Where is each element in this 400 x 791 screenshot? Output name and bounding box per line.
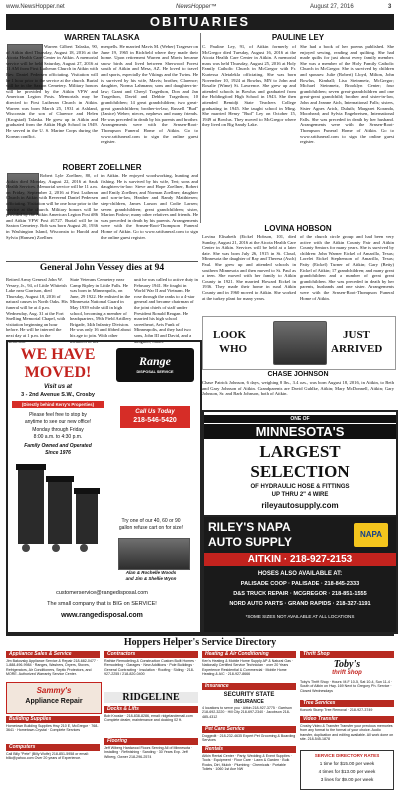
range-logo-brand: Range bbox=[138, 354, 171, 368]
cart-shape bbox=[76, 492, 98, 544]
who-label: WHO bbox=[219, 343, 248, 355]
obit-heading-robert: ROBERT ZOELLNER bbox=[62, 163, 142, 172]
rileys-napa-ad bbox=[202, 515, 398, 634]
wheel-icon bbox=[52, 544, 60, 552]
obit-heading-pauline: PAULINE LEY bbox=[271, 33, 325, 42]
rate-1: 1 time for $15.00 per week bbox=[319, 761, 375, 766]
obit-text-robert-2: in Aitkin. He enjoyed woodworking, hunting and fishing. He is survived by his wife, Teri; sons and daughters-in-law: Steve and Hope Zoellner, Robert and Emily Zoellner, and Norman Zoellner; daughter and son-in-law, Heather and Randy Matthiesen; step-children, James Larson and Codie Larsen; seven grandchildren; great grandchildren; sister, Marion Finlow; many other relatives and friends. He was preceded in death by his parents. Arrangements were with the Srnsen-Root-Thompson Funeral Home of Aitkin. Go to www.srttfuneral.com to sign the online guest register. bbox=[101, 173, 198, 240]
dir-text-flooring: Jeff Wiberg Hardwood Floors Serving All of Minnesota · Installing · Refinishing · Sanding · 30 Years Exp. Jeff Wiberg, Owner 218-296-2574 bbox=[104, 746, 193, 759]
owners-line-2: and Jim & Shellie Wynn bbox=[125, 576, 177, 581]
dir-text-petcare: Doggedit · 218-232-4635 Expert Pet Grooming & Boarding Services bbox=[202, 734, 296, 743]
dir-text-docks: Bob Knoske · 218-838-8286, email: ridgelandemail.com Complete dealer, maintenance and docking 02 ft. bbox=[104, 714, 193, 723]
obit-text-lovina-1: Lovina Elisabeth (Eickel Hobson, 101, died Sunday, August 21, 2016 at the Aicota Health Care Center in Aitkin. Services will be held at a later date. She was born July 26, 1915 in St. Cloud, Minnesota the daughter of Ray and Theresa (Asch) Paul. She grew up and attended schools in southern Minnesota and then moved to St. Paul as a teen. She moved with her family to Aitkin County in 1921. She married Howard Eickel in 1936. They made their home in rural Aitkin County and in 1960 moved to Aitkin. She worked at the turkey plant for many years. bbox=[202, 234, 296, 301]
dir-text-heating: Ken's Heating & Mobile Home Supply AP & Natural Gas · Nationally Certified Service Technician · over 20 Years Experience Residential & Commercial · Mobile Home Heating & A/C · 218-927-8666 bbox=[202, 659, 294, 677]
range-email: customerservice@rangedisposal.com bbox=[56, 590, 148, 596]
feel-free-line: Please feel free to stop by bbox=[29, 412, 87, 418]
directory-title: Hoppers Helper's Service Directory bbox=[123, 637, 277, 648]
napa-logo-text: NAPA bbox=[359, 530, 383, 539]
family-owned: Family Owned and Operated bbox=[24, 443, 92, 449]
dir-text-appliance: Jim Bakovsky Appliance Service & Repair 218-682-0477 · 1-888-496-9984 · Ranges, Washers, Dryers, Stoves, Refrigerators, Air Conditioners, Septic Protectors, and MORE. Authorized Warranty Service Center. bbox=[6, 659, 99, 677]
range-logo-sub: DISPOSAL SERVICE bbox=[136, 370, 174, 374]
birth-text-chase: Chase Patrick Johnson, 6 days, weighing 8 lbs., 3.4 ozs., was born August 18, 2016, in Aitkin, to Beth and Gary Johnson of Aitkin. Grandparents are David Guhlke, Aitkin; Mary McDonnell, Aitkin; Gary Johnson, Sr. and Barb Johnson, both of Aitkin. bbox=[202, 380, 394, 397]
selection-label: SELECTION bbox=[250, 462, 350, 481]
cart-lid bbox=[74, 488, 100, 494]
dir-head-tree: Tree Services bbox=[300, 700, 394, 707]
rate-2: 4 times for $13.00 per week bbox=[318, 769, 376, 774]
location-palisade: PALISADE COOP · PALISADE · 218-845-2333 bbox=[240, 581, 360, 587]
rileys-name-2: AUTO SUPPLY bbox=[208, 535, 293, 549]
largest-label: LARGEST bbox=[259, 442, 341, 461]
rate-3: 3 lines for $9.00 per week bbox=[320, 777, 374, 782]
cart-offer-2: gallon refuse cart on for size! bbox=[118, 525, 184, 531]
tobys-name: Toby's bbox=[333, 659, 361, 670]
dir-text-thrift: Toby's Thrift Shop · Hours: M-F 10-5, Sat 10-4, Sun 11-4 · South of Aitkin on Hwy. 169 Next to Gregory Ph. Service · Closed Wednesdays bbox=[300, 680, 393, 693]
obit-text-general-2: State Veterans Cemetery near Camp Ripley in Little Falls. He was born in Minneapolis, on June, 29 1922. He enlisted in the Minnesota National Guard in May 1939 while still in high school, becoming a member of headquarters, 59th Field Artillery Brigade, 34th Infantry Division. He was only 16 and fibbed about his age to join. With other members of his bbox=[70, 277, 132, 344]
obit-text-pauline-1: C. Pauline Ley, 91, of Aitkin formerly of McGregor died Tuesday, August 16, 2016 at the Aicota Health Care Center in Aitkin. A memorial mass was held Thursday, August 25, 2016 at Holy Family Catholic Church in McGregor with Fr. Kurtessa Aletalekla officiating. She was born November 10, 1924 at Bowlus, MN to John and Rosalie (Wime) St. Lawrence. She grew up and attended schools in Bowlus and graduated from the Holdingford High School in 1943. She then attended Bemidji State Teachers College graduating in 1945. She taught school in Ming. She married Henry "Bud" Ley on October 15, 1949 at Bowlus. They moved to McGregor where they lived on Big Sandy Lake. bbox=[202, 44, 296, 128]
obit-text-pauline-2: She had a book of her poems published. She enjoyed sewing, reading and quilting. She had made quilts for just about every family member. She was a member of the Holy Family Catholic Church in McGregor. She is survived by children and spouses: Julie (Robert) Lloyd, Milton, John Bowlus, Kimball; Lisa Steinmetz, McGregor; Michael Steinmetz, Brooklyn Center; four grandchildren; seven great-grandchildren and one great-great grandchild; brother and sister-in-law, John and Jeanne Aich, International Falls; sisters, Sister Agnes Arich, Duluth; Margaret Koranda, Moorhead; and Sylvia Engebretsen, International Falls. She was preceded in death by her husband. Arrangements were with the Srnsen-Root-Thompson Funeral Home of Aitkin. Go to www.srttfuneral.com to sign the online guest register. bbox=[300, 44, 394, 145]
obit-text-robert-1: Robert Lyle Zoellner, 80, of Aitkin died Monday, August 22, 2016 at Sauk Health Services. Memorial service will be 11 a.m. on Friday, September 2, 2016 at First Lutheran Church in Aitkin with Reverend Daniel Pedersen officiating. Visitation will be one hour prior to the service at the church. Military honors will be provided by the Aitkin American Legion Post #86 and Aitkin VFW Post #1727. Burial will be in Saxton Cemetery. Bob was born August 20, 1936 in Washington Island, Wisconsin to Harold and Sylvia (Hansen) Zoellner. bbox=[6, 173, 98, 240]
dir-head-docks: Docks & Lifts bbox=[104, 706, 198, 713]
dir-head-contractors: Contractors bbox=[104, 651, 198, 658]
paper-name: NewsHopper™ bbox=[176, 4, 217, 10]
cart-lid bbox=[16, 464, 46, 470]
obit-heading-warren: WARREN TALASKA bbox=[64, 33, 140, 42]
just-label: JUST bbox=[343, 329, 370, 341]
range-disposal-ad bbox=[6, 340, 202, 634]
sammys-sub: Appliance Repair bbox=[25, 698, 83, 705]
section-title: OBITUARIES bbox=[6, 14, 394, 30]
obit-text-general-1: Retired Army General John W. Vessey, Jr., 94, of Little Whiteish Lake near Garrison, died Thursday, August 18, 2016 of natural causes in North Oaks. His funeral will be at 4 p.m. Wednesday, Aug. 31 at the Fort Snelling Memorial Chapel, with visitation beginning an hour before. He will be interred the next day at 1 p.m. in the Minnesota bbox=[6, 277, 68, 344]
birth-heading-chase: CHASE JOHNSON bbox=[267, 371, 329, 378]
dir-text-computers: Call Billy "Pete" (Billy Wolfe) 218-851-5958 or email: billo@yahoo.com Over 20 years of Experience. bbox=[6, 752, 89, 761]
page-number: 3 bbox=[388, 4, 392, 10]
dir-head-thrift: Thrift Shop bbox=[300, 651, 394, 658]
call-phone: 218-546-5420 bbox=[133, 417, 177, 424]
owners-line-1: Alan & Rochelle Woods bbox=[125, 570, 177, 575]
dir-text-video: Crosby Video & Transfer Transfer your precious memories from any format to the format of your choice. Audio transfer, duplication and editing available. All work done on site. 218-545-1878 bbox=[300, 724, 394, 742]
rates-title: SERVICE DIRECTORY RATES bbox=[314, 753, 380, 758]
call-label: Call Us Today bbox=[135, 409, 175, 415]
dir-text-building: Hometown Building Supplies Hwy 210 E, McGregor · 768-3641 · Hometown-Crystal · Complete Services bbox=[6, 724, 99, 733]
column-rule bbox=[200, 33, 201, 223]
sammys-logo bbox=[6, 682, 102, 714]
dir-text-tree: Koncek Stump Tree Removal · 218-927-3749 bbox=[300, 708, 373, 712]
one-of-label: ONE OF bbox=[204, 415, 396, 423]
rileys-selection-ad bbox=[202, 410, 398, 517]
wheel-icon bbox=[80, 544, 88, 552]
security-sub: INSURANCE bbox=[234, 699, 264, 705]
dir-head-building: Building Supplies bbox=[6, 716, 100, 723]
range-logo bbox=[116, 348, 194, 382]
hoses-available-label: HOSES ALSO AVAILABLE AT: bbox=[257, 571, 343, 577]
obit-heading-general: General John Vessey dies at 94 bbox=[39, 263, 165, 273]
tobys-logo bbox=[300, 659, 394, 679]
dir-head-insurance: Insurance bbox=[202, 683, 296, 690]
obit-text-warren-2: mespells. He married Mavis M. (Weber) Trageser on June 19, 1965 in Richfield where they made their home. Upon retirement Warren and Mavis became snow birds and lived between Sherwood Forest south of Aitkin and Mesa, AZ. He loved to travel and sports, especially the Vikings and the Twins. He is survived by his wife, Mavis; brother, Clarence; daughter, Norma Lahmann; sons and daughters-in-law; Grant and Cheryl Tragethon, Don and Jan Tragethon, David and Debbie Tragethon; 10 grandchildren; 14 great grandchildren; two great-great grandchildren; brother-in-law, Russell "Bud" (Janice) Weber; nieces, nephews and many friends. He was preceded in death by his parents and brother. Arrangements were with the Srnsen-Root-Thompson Funeral Home of Aitkin. Go to www.srttfuneral.com to sign the online guest register. bbox=[101, 44, 198, 145]
dir-text-contractors: Rathke Remodeling & Construction Custom Built Homes · Remodeling · Garages · New Additions · Pole Buildings · General Contracting · Insulation · Roofing · Siding · 218-927-2255 / 218-820-0400 bbox=[104, 659, 197, 677]
cart-offer-1: Try one of our 40, 60 or 90 bbox=[121, 518, 181, 524]
refuse-carts-illustration bbox=[14, 460, 104, 560]
locations-note: *SOME SIZES NOT AVAILABLE AT ALL LOCATIONS bbox=[245, 614, 355, 619]
cart-shape bbox=[48, 480, 72, 544]
dir-head-rentals: Rentals bbox=[202, 746, 296, 753]
napa-logo bbox=[354, 523, 388, 547]
issue-date: August 27, 2016 bbox=[310, 4, 354, 10]
baby-announcement bbox=[202, 316, 396, 370]
rileys-name-1: RILEY'S NAPA bbox=[208, 520, 291, 534]
dir-head-flooring: Flooring bbox=[104, 738, 198, 745]
tobys-sub: thrift shop bbox=[332, 670, 362, 676]
since-year: Since 1976 bbox=[45, 450, 71, 456]
up-thru-label: UP THRU 2" 4 WIRE bbox=[271, 492, 329, 498]
directory-rule bbox=[6, 634, 394, 636]
wheel-icon bbox=[22, 544, 30, 552]
dir-head-petcare: Pet Care Service bbox=[202, 726, 296, 733]
obit-text-lovina-2: of the church circle group and had been very active with the Aitkin County Fair and Aitkin County Seniors for many years. She is survived by children: John Warner Eickel of Amarillo, Texas; Lorelei Eickel Stephenson of Amarillo, Texas; Patty (Eickel) Turner of Aitkin; Gary (Betty) Eickel of Aitkin; 17 grandchildren; and many great grandchildren and a number of great great grandchildren. She was preceded in death by her parents, husbands and one sister. Arrangements were with the Srnsen-Root-Thompson Funeral Home of Aitkin. bbox=[300, 234, 394, 301]
photo-baby bbox=[273, 321, 327, 365]
minnesotas-label: MINNESOTA'S bbox=[204, 424, 396, 439]
rileys-city-phone: AITKIN · 218-927-2153 bbox=[204, 553, 396, 566]
dir-head-heating: Heating & Air Conditioning bbox=[202, 651, 296, 658]
range-website: www.rangedisposal.com bbox=[61, 612, 143, 619]
dir-head-appliance: Appliance Sales & Service bbox=[6, 651, 100, 658]
website-label: www.NewsHopper.net bbox=[6, 4, 65, 10]
new-address: 3 - 2nd Avenue S.W., Crosby bbox=[21, 392, 95, 398]
call-box bbox=[120, 406, 190, 428]
arrived-label: ARRIVED bbox=[331, 343, 383, 355]
visit-us: Visit us at bbox=[43, 384, 73, 390]
location-grand-rapids: NORD AUTO PARTS · GRAND RAPIDS · 218-327-1191 bbox=[229, 601, 371, 607]
cart-lid bbox=[46, 476, 74, 482]
directory-rates-box bbox=[300, 750, 394, 790]
dir-head-video: Video Transfer bbox=[300, 716, 394, 723]
section-divider bbox=[6, 261, 198, 262]
security-name: SECURITY STATE bbox=[223, 692, 275, 698]
dir-head-computers: Computers bbox=[6, 744, 100, 751]
obit-text-general-3: unit he was called to active duty in February 1941. He fought in World War II and Vietnam. He rose through the ranks to a 4-star general and became chairman of the joint chiefs of staff under President Ronald Reagan. He married his high school sweetheart, Avis Funk of Minneapolis, and they had two sons, John III and David, and a daughter, Sarah. bbox=[134, 277, 198, 344]
photo-owners bbox=[118, 538, 190, 570]
ridgeline-logo: RIDGELINE bbox=[104, 692, 198, 703]
moved-headline: MOVED! bbox=[24, 364, 92, 381]
look-label: LOOK bbox=[213, 329, 247, 341]
location-mcgregor: D&S TRUCK REPAIR · MCGREGOR · 218-851-1555 bbox=[233, 591, 367, 597]
rileys-url[interactable]: rileyautosupply.com bbox=[261, 501, 339, 510]
hydraulic-label: OF HYDRAULIC HOSE & FITTINGS bbox=[250, 484, 350, 490]
dir-text-rentals: Aitkin Rental Center · Party, Wedding & Event Supplies · Tools · Equipment · Floor Care · Lawn & Garden · Bulk Rocks, Dirt, Mulch · Plumbing · Chemicals · Portable Toilets · 1060 1st Ave NW bbox=[202, 754, 292, 772]
security-logo bbox=[202, 691, 296, 705]
sammys-name: Sammy's bbox=[36, 686, 72, 695]
cart-shape bbox=[18, 468, 44, 544]
directions-note: (Directly behind Kerry's Properties) bbox=[12, 401, 104, 408]
obit-text-warren-1: Warren Gilbert Talaska, 90, of Aitkin died Thursday, August 18, 2016 at the Aicota Health Care Center in Aitkin. A memorial service will be held Saturday, August 27, 2016 at 11 AM from First Lutheran Church in Aitkin with Rev. Daniel Pedersen officiating. Visitation will be 1 hour prior to the service at the church. Burial will be in the Saxton Cemetery. Military honors will be provided by the Aitkin VFW and American Legion Posts. Memorials may be directed to First Lutheran Church in Aitkin. Warren was born March 25, 1931 at Ashland, Wisconsin the son of Clarence and Helen (Krogstad) Talaska. He grew up in Aitkin and graduated from the Aitkin High School in 1949. He served in the U. S. Marine Corps during the Korean conflict. bbox=[6, 44, 98, 139]
we-have-headline: WE HAVE bbox=[20, 346, 96, 363]
dir-text-insurance: 4 locations to serve you · Aitkin 218-927-3775 · Garrison 218-692-3220 · Hill City 218-697-2340 · Jacobson 218-485-4312 bbox=[202, 706, 292, 719]
range-slogan: The small company that is BIG on SERVICE! bbox=[47, 601, 157, 607]
hours-days: Monday through Friday bbox=[32, 427, 84, 433]
hours-time: 8:00 a.m. to 4:30 p.m. bbox=[33, 434, 83, 440]
obit-heading-lovina: LOVINA HOBSON bbox=[264, 224, 332, 233]
page-header bbox=[0, 0, 400, 14]
anytime-line: anytime to see our new office! bbox=[24, 419, 92, 425]
